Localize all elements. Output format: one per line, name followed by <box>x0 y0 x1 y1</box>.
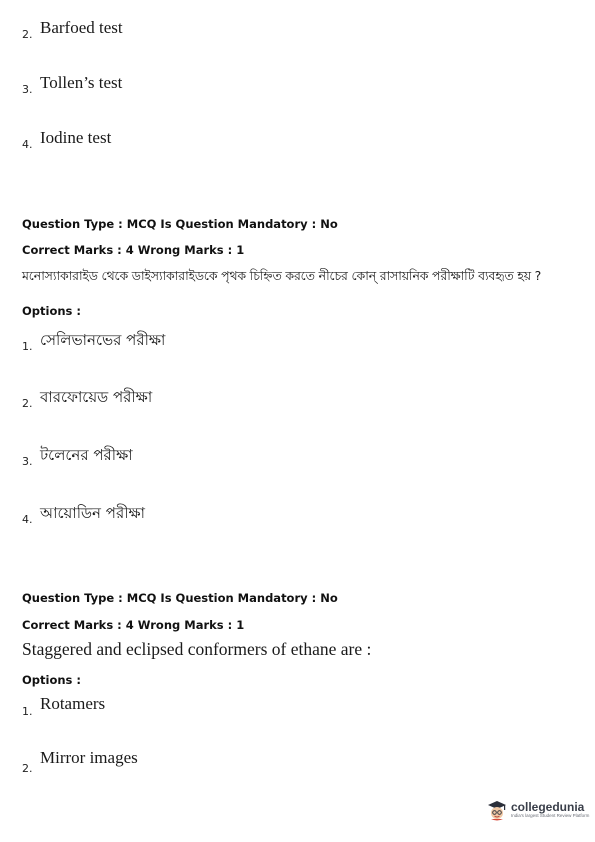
brand-logo <box>486 799 589 821</box>
option-text: বারফোয়েড পরীক্ষা <box>40 388 153 406</box>
option-text: টলেনের পরীক্ষা <box>40 446 133 464</box>
graduate-mascot-icon <box>486 799 508 821</box>
option-number: 4. <box>22 138 33 151</box>
option-text: Mirror images <box>40 748 138 767</box>
question-text: মনোস্যাকারাইড থেকে ডাইস্যাকারাইডকে পৃথক চিহ্নিত করতে নীচের কোন্ রাসায়নিক পরীক্ষাটি ব্যবহৃত হয় ? <box>22 268 542 283</box>
option-number: 2. <box>22 397 33 410</box>
option-text: Iodine test <box>40 128 112 147</box>
question-type-line: Question Type : MCQ Is Question Mandatory : No <box>22 591 338 605</box>
option-text: Barfoed test <box>40 18 123 37</box>
options-label: Options : <box>22 304 81 318</box>
question-type-line: Question Type : MCQ Is Question Mandatory : No <box>22 217 338 231</box>
option-number: 3. <box>22 83 33 96</box>
option-text: Tollen’s test <box>40 73 123 92</box>
brand-tagline: India's largest Student Review Platform <box>511 813 590 818</box>
option-number: 1. <box>22 705 33 718</box>
option-number: 2. <box>22 28 33 41</box>
option-number: 2. <box>22 762 33 775</box>
option-number: 3. <box>22 455 33 468</box>
options-label: Options : <box>22 673 81 687</box>
option-text: আয়োডিন পরীক্ষা <box>40 504 145 522</box>
marks-line: Correct Marks : 4 Wrong Marks : 1 <box>22 243 245 257</box>
option-number: 1. <box>22 340 33 353</box>
marks-line: Correct Marks : 4 Wrong Marks : 1 <box>22 618 245 632</box>
brand-name: collegedunia <box>511 800 585 814</box>
option-text: Rotamers <box>40 694 106 713</box>
question-text: Staggered and eclipsed conformers of ethane are : <box>22 639 372 659</box>
option-text: সেলিভানভের পরীক্ষা <box>40 331 166 349</box>
option-number: 4. <box>22 513 33 526</box>
